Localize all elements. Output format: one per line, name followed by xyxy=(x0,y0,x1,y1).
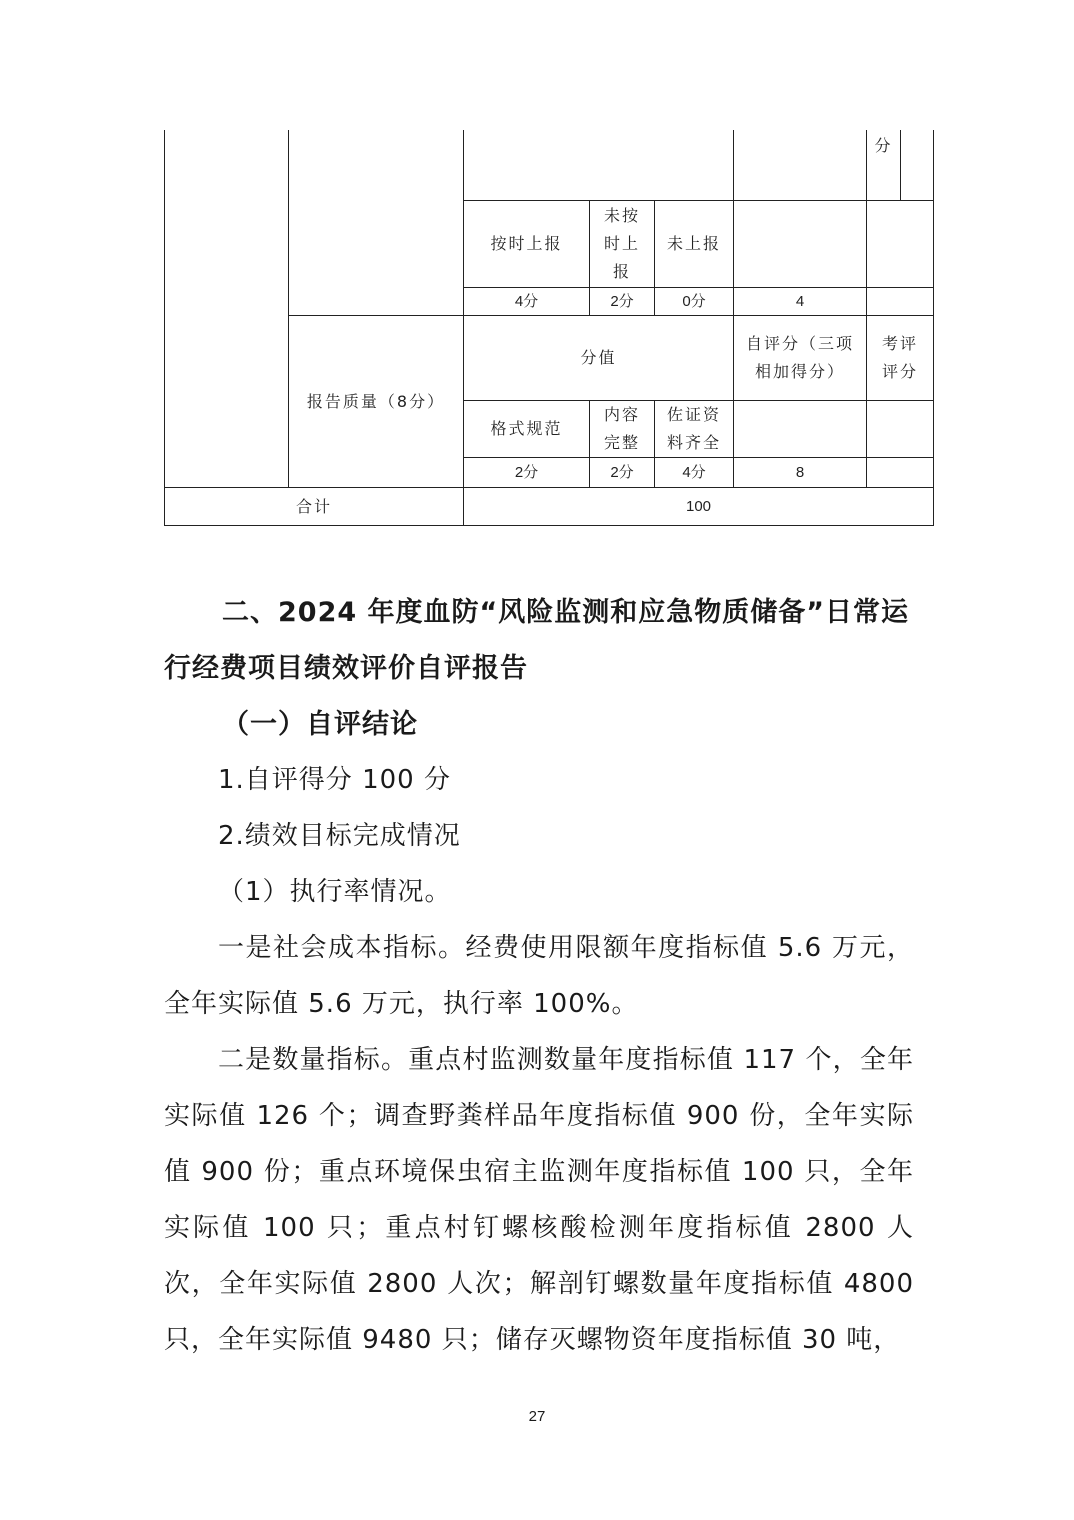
cell-exam-eval: 考评评分 xyxy=(881,334,918,381)
cell-rq-score-1: 2分 xyxy=(514,463,539,481)
cell-report-quality: 报告质量（8分） xyxy=(306,391,446,411)
cell-not-on-time: 未按时上报 xyxy=(603,206,640,281)
paragraph-social-cost: 一是社会成本指标。经费使用限额年度指标值 5.6 万元，全年实际值 5.6 万元，执行率 100%。 xyxy=(164,933,914,1019)
table-divider xyxy=(866,130,867,487)
cell-self-eval: 自评分（三项相加得分） xyxy=(745,334,854,381)
cell-format: 格式规范 xyxy=(490,419,563,438)
cell-rq-score-2: 2分 xyxy=(610,463,634,481)
cell-self-score-2: 8 xyxy=(795,463,805,481)
page-number: 27 xyxy=(528,1408,546,1425)
item-performance-goal: 2.绩效目标完成情况 xyxy=(218,821,461,851)
cell-not-reported: 未上报 xyxy=(666,234,721,253)
cell-score-4: 4分 xyxy=(514,292,539,310)
cell-on-time: 按时上报 xyxy=(490,234,563,253)
table-divider xyxy=(589,200,590,287)
table-divider xyxy=(900,130,901,200)
cell-evidence: 佐证资料齐全 xyxy=(666,405,721,452)
table-border-bottom xyxy=(164,525,934,526)
item-self-score: 1.自评得分 100 分 xyxy=(218,765,451,795)
cell-rq-score-3: 4分 xyxy=(682,463,706,481)
subsection-heading: （一）自评结论 xyxy=(222,709,418,740)
cell-self-score: 4 xyxy=(795,292,805,310)
cell-score-2: 2分 xyxy=(610,292,634,310)
table-border-left xyxy=(164,130,165,525)
section-heading-line2: 行经费项目绩效评价自评报告 xyxy=(164,653,528,684)
cell-fen: 分 xyxy=(874,136,893,155)
paragraph-quantity: 二是数量指标。重点村监测数量年度指标值 117 个，全年实际值 126 个；调查野粪样品年度指标值 900 份，全年实际值 900 份；重点环境保虫宿主监测年度指标值 100 只，全年实际值 100 只；重点村钉螺核酸检测年度指标值 2800 人次，全年实际值 2800 人次；解剖钉螺数量年度指标值 4800 只，全年实际值 9480 只；储存灭螺物资年度指标值 30 吨， xyxy=(164,1045,914,1355)
cell-score-value: 分值 xyxy=(580,348,617,367)
cell-score-0: 0分 xyxy=(682,292,706,310)
cell-content: 内容完整 xyxy=(603,405,640,452)
cell-total-value: 100 xyxy=(685,497,712,515)
section-heading-line1: 二、2024 年度血防“风险监测和应急物质储备”日常运 xyxy=(222,597,910,628)
table-border-right xyxy=(933,130,934,525)
item-execution-rate: （1）执行率情况。 xyxy=(218,877,452,907)
cell-total-label: 合计 xyxy=(295,496,332,516)
